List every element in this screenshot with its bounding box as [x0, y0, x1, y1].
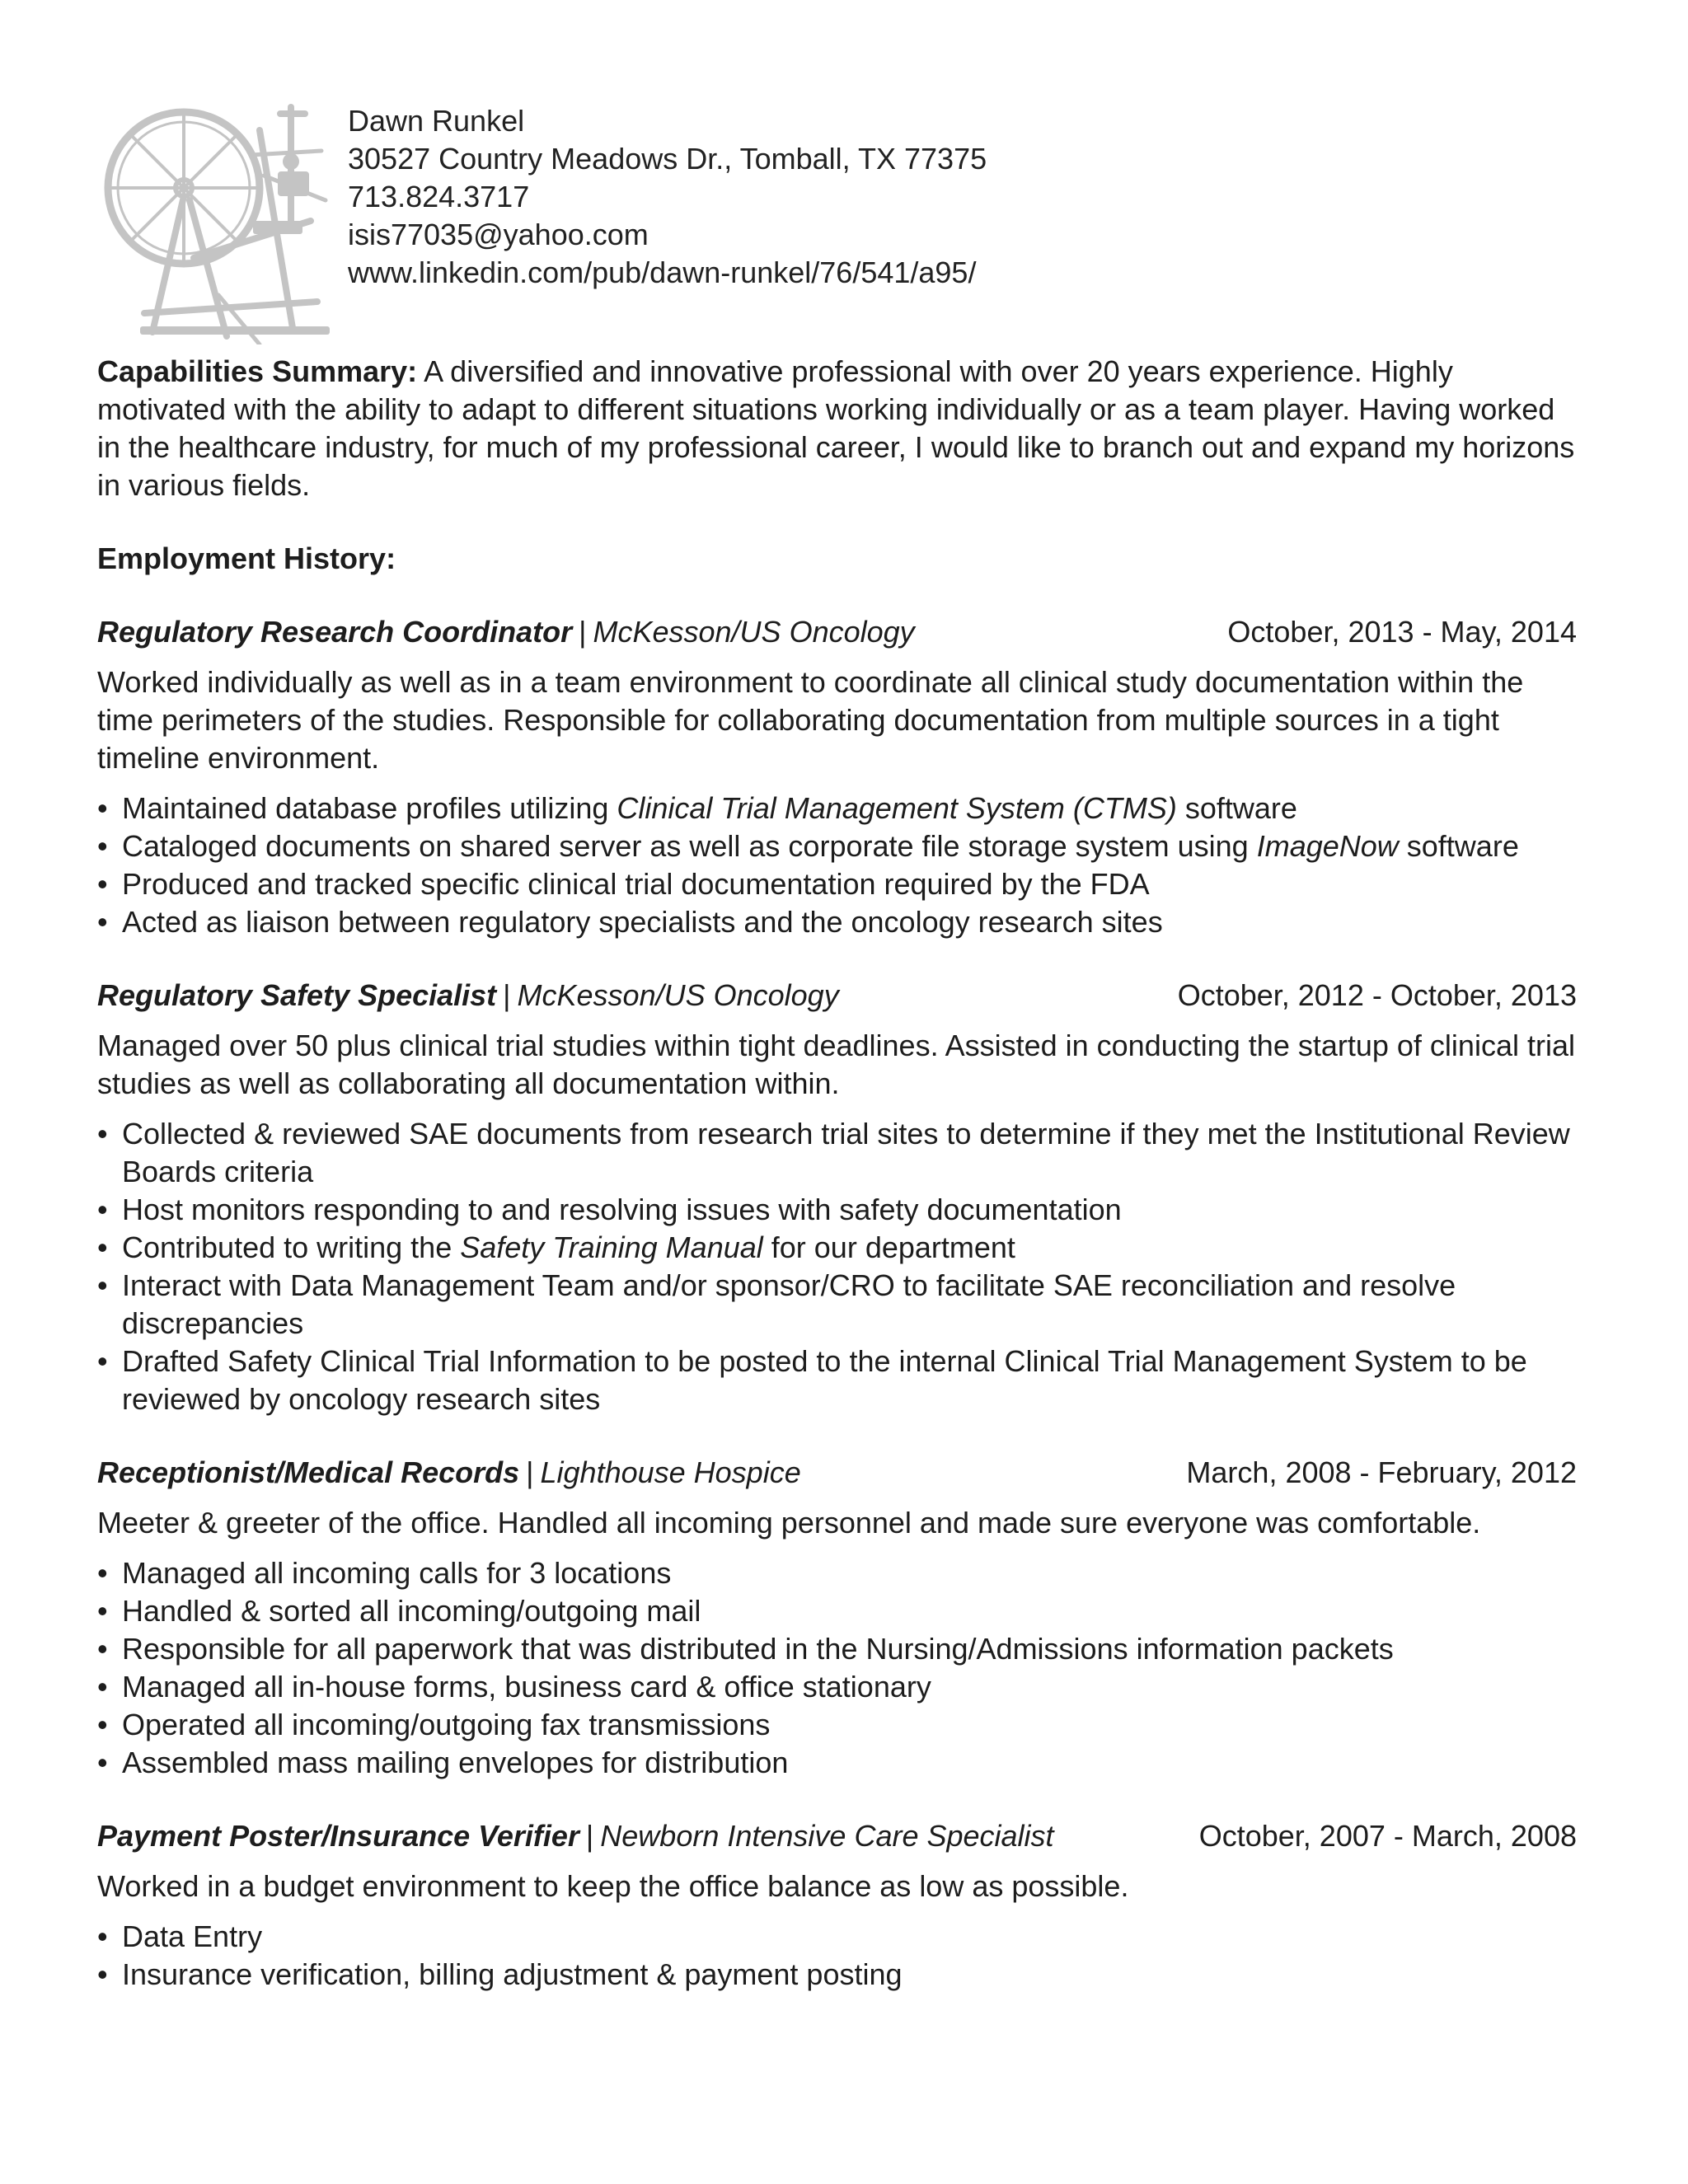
bullet-item [97, 1668, 1577, 1706]
bullet-dot-icon: • [97, 1556, 108, 1590]
job-separator: | [579, 615, 587, 649]
job-header [97, 613, 1577, 651]
contact-email[interactable]: isis77035@yahoo.com [348, 218, 649, 251]
job-title: Regulatory Safety Specialist [97, 978, 497, 1012]
job-bullet-list [97, 790, 1577, 941]
bullet-item [97, 827, 1577, 865]
contact-name: Dawn Runkel [348, 104, 525, 138]
bullet-text [122, 865, 1577, 903]
bullet-item [97, 1592, 1577, 1630]
bullet-text [122, 1592, 1577, 1630]
job-title-line [97, 1454, 801, 1492]
bullet-item [97, 1343, 1577, 1418]
bullet-text [122, 1229, 1577, 1267]
job-title: Payment Poster/Insurance Verifier [97, 1819, 579, 1853]
bullet-text-italic: Safety Training Manual [460, 1230, 763, 1264]
job-list [97, 613, 1577, 1994]
bullet-text-plain: Drafted Safety Clinical Trial Information to be posted to the internal Clinical Trial Management System to be reviewed by oncology research sites [122, 1344, 1527, 1416]
bullet-text [122, 903, 1577, 941]
job-description: Managed over 50 plus clinical trial studies within tight deadlines. Assisted in conducting the startup of clinical trial studies as well as collaborating all documentation within. [97, 1029, 1575, 1100]
job-title-line [97, 1817, 1054, 1855]
job-company: McKesson/US Oncology [517, 978, 839, 1012]
bullet-dot-icon: • [97, 867, 108, 901]
bullet-text-plain: Responsible for all paperwork that was distributed in the Nursing/Admissions information packets [122, 1632, 1394, 1666]
bullet-item [97, 790, 1577, 827]
job-title: Regulatory Research Coordinator [97, 615, 573, 649]
bullet-text [122, 1115, 1577, 1191]
bullet-text [122, 1956, 1577, 1994]
job-header [97, 1454, 1577, 1492]
contact-address: 30527 Country Meadows Dr., Tomball, TX 77375 [348, 142, 987, 176]
bullet-dot-icon: • [97, 1746, 108, 1779]
job-entry [97, 613, 1577, 941]
bullet-item [97, 1918, 1577, 1956]
bullet-dot-icon: • [97, 829, 108, 863]
capabilities-summary [97, 353, 1577, 504]
job-entry [97, 1817, 1577, 1994]
bullet-text-plain: Host monitors responding to and resolving issues with safety documentation [122, 1193, 1122, 1226]
bullet-text [122, 1744, 1577, 1782]
job-company: McKesson/US Oncology [593, 615, 915, 649]
bullet-text [122, 1191, 1577, 1229]
bullet-text-suffix: for our department [762, 1230, 1015, 1264]
job-title: Receptionist/Medical Records [97, 1455, 520, 1489]
job-title-line [97, 613, 915, 651]
bullet-item [97, 1630, 1577, 1668]
bullet-text-plain: Operated all incoming/outgoing fax transmissions [122, 1708, 771, 1741]
bullet-text-plain: Produced and tracked specific clinical trial documentation required by the FDA [122, 867, 1150, 901]
bullet-item [97, 1744, 1577, 1782]
job-entry [97, 1454, 1577, 1782]
bullet-item [97, 1267, 1577, 1343]
bullet-item [97, 903, 1577, 941]
bullet-item [97, 865, 1577, 903]
bullet-text [122, 1668, 1577, 1706]
bullet-dot-icon: • [97, 1919, 108, 1953]
job-dates: October, 2007 - March, 2008 [1198, 1819, 1577, 1853]
job-entry [97, 977, 1577, 1418]
bullet-text-plain: Interact with Data Management Team and/or sponsor/CRO to facilitate SAE reconciliation and resolve discrepancies [122, 1268, 1456, 1340]
bullet-text [122, 790, 1577, 827]
bullet-text [122, 1554, 1577, 1592]
bullet-text-plain: Contributed to writing the [122, 1230, 461, 1264]
job-company: Lighthouse Hospice [540, 1455, 801, 1489]
bullet-text-plain: Data Entry [122, 1919, 263, 1953]
bullet-text [122, 827, 1577, 865]
resume-content [97, 353, 1577, 1994]
bullet-dot-icon: • [97, 1193, 108, 1226]
bullet-dot-icon: • [97, 1708, 108, 1741]
bullet-dot-icon: • [97, 1670, 108, 1704]
job-dates: March, 2008 - February, 2012 [1186, 1455, 1577, 1489]
bullet-text [122, 1267, 1577, 1343]
bullet-text-plain: Managed all in-house forms, business card & office stationary [122, 1670, 931, 1704]
bullet-text-plain: Collected & reviewed SAE documents from research trial sites to determine if they met the Institutional Review Boards criteria [122, 1117, 1570, 1188]
job-dates: October, 2013 - May, 2014 [1227, 615, 1577, 649]
bullet-item [97, 1956, 1577, 1994]
bullet-text-plain: Maintained database profiles utilizing [122, 791, 617, 825]
bullet-text-italic: Clinical Trial Management System (CTMS) [617, 791, 1177, 825]
bullet-item [97, 1229, 1577, 1267]
job-dates: October, 2012 - October, 2013 [1177, 978, 1577, 1012]
summary-label: Capabilities Summary: [97, 354, 418, 388]
employment-history-heading: Employment History: [97, 541, 396, 575]
bullet-item [97, 1115, 1577, 1191]
job-separator: | [585, 1819, 594, 1853]
job-bullet-list [97, 1115, 1577, 1418]
bullet-dot-icon: • [97, 1957, 108, 1991]
bullet-dot-icon: • [97, 1268, 108, 1302]
job-header [97, 977, 1577, 1015]
job-header [97, 1817, 1577, 1855]
job-bullet-list [97, 1918, 1577, 1994]
summary-text: A diversified and innovative professional with over 20 years experience. Highly motivated with the ability to adapt to different situations working individually or as a team player. Having worked in the healthcare industry, for much of my professional career, I would like to branch out and expand my horizons in various fields. [97, 354, 1575, 502]
spinning-wheel-icon [95, 97, 342, 344]
job-separator: | [526, 1455, 534, 1489]
bullet-dot-icon: • [97, 1344, 108, 1378]
bullet-text-suffix: software [1398, 829, 1519, 863]
bullet-item [97, 1706, 1577, 1744]
bullet-text-plain: Acted as liaison between regulatory specialists and the oncology research sites [122, 905, 1163, 939]
bullet-dot-icon: • [97, 1632, 108, 1666]
bullet-text-suffix: software [1176, 791, 1297, 825]
bullet-text-plain: Handled & sorted all incoming/outgoing mail [122, 1594, 701, 1628]
bullet-dot-icon: • [97, 791, 108, 825]
contact-block [348, 102, 987, 292]
job-description: Worked individually as well as in a team environment to coordinate all clinical study documentation within the time perimeters of the studies. Responsible for collaborating documentation from multiple sources in a tight timeline environment. [97, 665, 1524, 775]
bullet-dot-icon: • [97, 1594, 108, 1628]
job-bullet-list [97, 1554, 1577, 1782]
bullet-text [122, 1918, 1577, 1956]
bullet-text-italic: ImageNow [1256, 829, 1399, 863]
job-separator: | [503, 978, 511, 1012]
contact-linkedin[interactable]: www.linkedin.com/pub/dawn-runkel/76/541/a95/ [348, 255, 977, 289]
bullet-item [97, 1191, 1577, 1229]
bullet-dot-icon: • [97, 1230, 108, 1264]
bullet-text [122, 1706, 1577, 1744]
job-description: Worked in a budget environment to keep the office balance as low as possible. [97, 1869, 1129, 1903]
job-company: Newborn Intensive Care Specialist [600, 1819, 1054, 1853]
bullet-text-plain: Managed all incoming calls for 3 locations [122, 1556, 672, 1590]
job-description: Meeter & greeter of the office. Handled all incoming personnel and made sure everyone was comfortable. [97, 1506, 1481, 1540]
bullet-text [122, 1343, 1577, 1418]
bullet-dot-icon: • [97, 1117, 108, 1151]
bullet-text-plain: Cataloged documents on shared server as well as corporate file storage system using [122, 829, 1257, 863]
bullet-text [122, 1630, 1577, 1668]
bullet-dot-icon: • [97, 905, 108, 939]
bullet-item [97, 1554, 1577, 1592]
job-title-line [97, 977, 839, 1015]
bullet-text-plain: Assembled mass mailing envelopes for distribution [122, 1746, 789, 1779]
contact-phone: 713.824.3717 [348, 180, 530, 213]
bullet-text-plain: Insurance verification, billing adjustment & payment posting [122, 1957, 903, 1991]
